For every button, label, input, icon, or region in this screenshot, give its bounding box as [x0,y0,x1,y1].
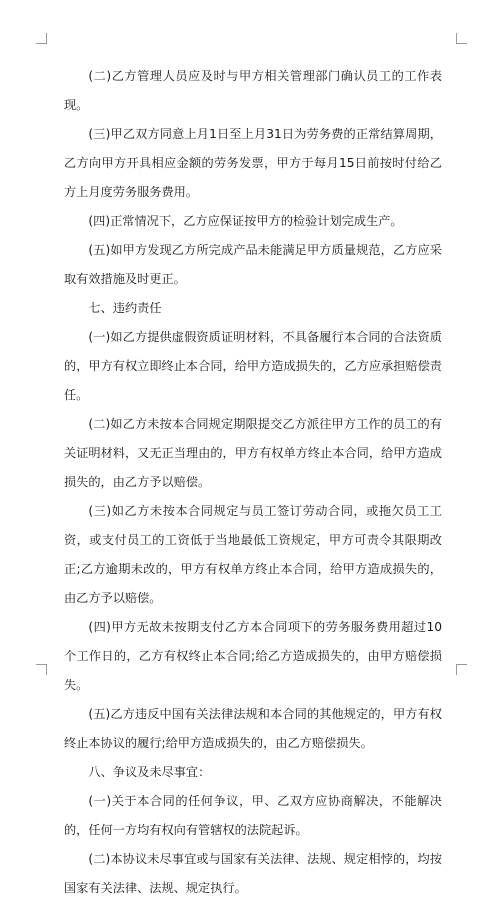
clause-6-4: (四)正常情况下，乙方应保证按甲方的检验计划完成生产。 [88,214,403,228]
clause-7-5: (五)乙方违反中国有关法律法规和本合同的其他规定的，甲方有权终止本协议的履行;给甲方造成损失的，由乙方赔偿损失。 [64,707,442,750]
crop-mark-top-left [36,33,47,44]
clause-6-3: (三)甲乙双方同意上月1日至上月31日为劳务费的正常结算周期，乙方向甲方开具相应金额的劳务发票，甲方于每月15日前按时付给乙方上月度劳务服务费用。 [64,127,442,199]
clause-6-2: (二)乙方管理人员应及时与甲方相关管理部门确认员工的工作表现。 [64,69,442,112]
clause-6-5: (五)如甲方发现乙方所完成产品未能满足甲方质量规范，乙方应采取有效措施及时更正。 [64,243,442,286]
section-heading-8: 八、争议及未尽事宜： [88,765,211,779]
clause-8-1: (一)关于本合同的任何争议，甲、乙双方应协商解决，不能解决的，任何一方均有权向有管辖权的法院起诉。 [64,794,442,837]
section-heading-7: 七、违约责任 [88,301,162,315]
clause-7-3: (三)如乙方未按本合同规定与员工签订劳动合同，或拖欠员工工资，或支付员工的工资低于当地最低工资规定，甲方可责令其限期改正;乙方逾期未改的，甲方有权单方终止本合同，给甲方造成损失的，由乙方予以赔偿。 [64,504,442,605]
clause-7-1: (一)如乙方提供虚假资质证明材料，不具备履行本合同的合法资质的，甲方有权立即终止本合同，给甲方造成损失的，乙方应承担赔偿责任。 [64,330,442,402]
clause-7-4: (四)甲方无故未按期支付乙方本合同项下的劳务服务费用超过10个工作日的，乙方有权终止本合同;给乙方造成损失的，由甲方赔偿损失。 [64,620,442,692]
crop-mark-bottom-right [456,664,467,675]
clause-7-2: (二)如乙方未按本合同规定期限提交乙方派往甲方工作的员工的有关证明材料，又无正当理由的，甲方有权单方终止本合同，给甲方造成损失的，由乙方予以赔偿。 [64,417,442,489]
crop-mark-bottom-left [36,664,47,675]
clause-8-2: (二)本协议未尽事宜或与国家有关法律、法规、规定相悖的，均按国家有关法律、法规、规定执行。 [64,852,442,895]
crop-mark-top-right [456,33,467,44]
document-page [64,62,442,903]
